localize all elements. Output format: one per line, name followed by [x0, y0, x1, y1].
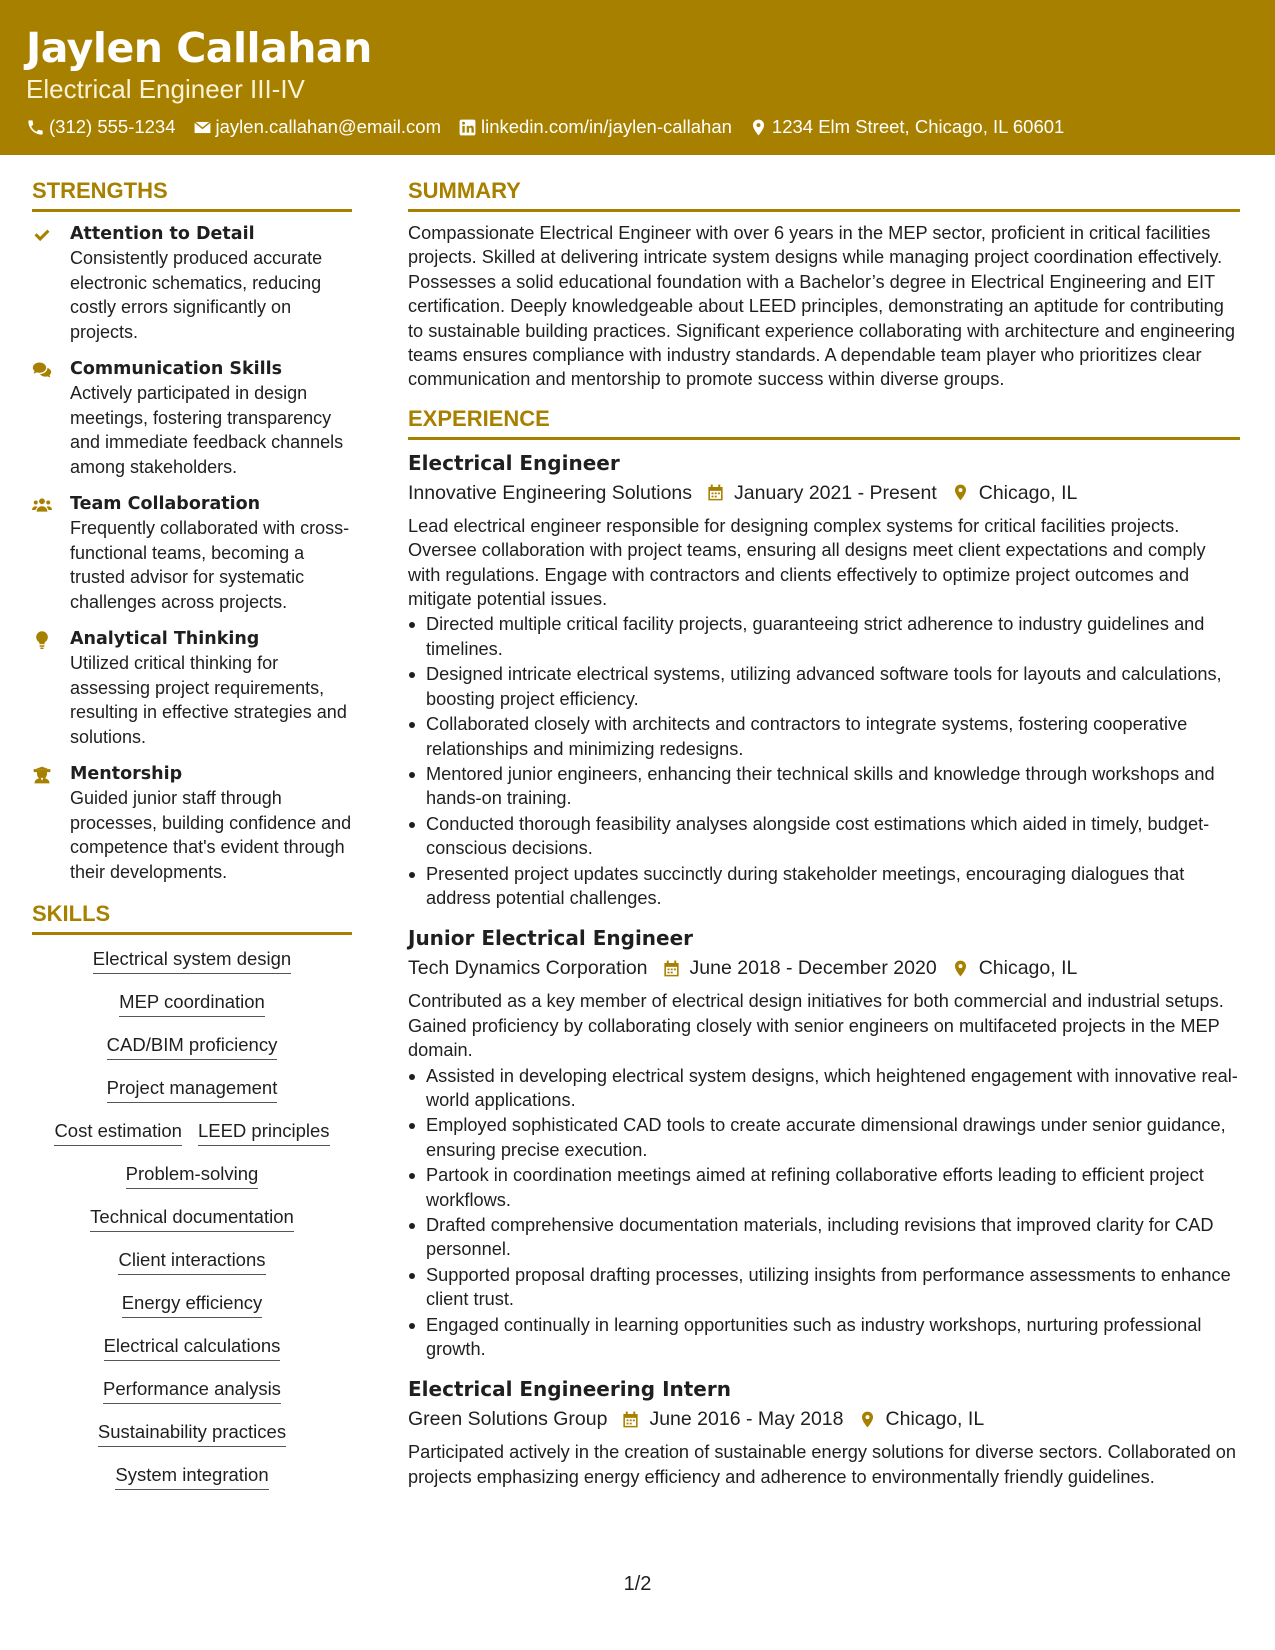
- strength-title: Attention to Detail: [70, 224, 255, 244]
- strength-desc: Consistently produced accurate electronic schematics, reducing costly errors significantly on projects.: [70, 248, 323, 342]
- skill-tag: CAD/BIM proficiency: [107, 1033, 278, 1060]
- skill-tag: Project management: [107, 1076, 278, 1103]
- skill-tag: Problem-solving: [126, 1162, 259, 1189]
- users-icon: [32, 495, 52, 515]
- job-meta: [408, 478, 1240, 508]
- checkmark-icon: [32, 225, 52, 245]
- job-entry: [408, 1375, 1240, 1489]
- job-location: Chicago, IL: [978, 481, 1078, 504]
- job-dates: January 2021 - Present: [734, 481, 937, 504]
- resume-header: [0, 0, 1275, 155]
- job-dates: June 2016 - May 2018: [649, 1408, 844, 1431]
- envelope-icon: [193, 118, 212, 137]
- strength-item: [32, 492, 352, 614]
- skill-tag: Electrical system design: [93, 947, 291, 974]
- contact-linkedin-text: linkedin.com/in/jaylen-callahan: [480, 116, 732, 137]
- map-pin-icon: [951, 959, 970, 978]
- bullet-item: Engaged continually in learning opportunities such as industry workshops, nurturing professional growth.: [408, 1313, 1240, 1362]
- strength-desc: Guided junior staff through processes, building confidence and competence that's evident through their developments.: [70, 788, 352, 882]
- skill-tag: Electrical calculations: [104, 1334, 281, 1361]
- contact-phone-text: (312) 555-1234: [49, 116, 176, 137]
- contact-email-text: jaylen.callahan@email.com: [215, 116, 441, 137]
- job-company: Innovative Engineering Solutions: [408, 481, 693, 504]
- strength-item: [32, 222, 352, 344]
- experience-heading: EXPERIENCE: [408, 406, 1240, 440]
- skills-heading: SKILLS: [32, 901, 352, 935]
- job-bullets: [408, 1064, 1240, 1362]
- job-role: Electrical Engineering Intern: [408, 1377, 731, 1402]
- strength-title: Mentorship: [70, 764, 183, 784]
- map-pin-icon: [951, 483, 970, 502]
- job-entry: [408, 449, 1240, 911]
- map-pin-icon: [749, 118, 768, 137]
- strength-item: [32, 627, 352, 749]
- skill-tag: MEP coordination: [119, 990, 265, 1017]
- job-company: Tech Dynamics Corporation: [408, 957, 648, 980]
- contact-bar: [26, 114, 1249, 140]
- job-role: Junior Electrical Engineer: [408, 926, 694, 951]
- graduate-icon: [32, 765, 52, 785]
- job-description: Lead electrical engineer responsible for designing complex systems for critical facilities projects. Oversee collaboration with project teams, ensuring all designs meet client expectations and comply with regulations. Engage with contractors and clients effectively to optimize project outcomes and mitigate potential issues.: [408, 515, 1206, 610]
- bullet-item: Drafted comprehensive documentation materials, including revisions that improved clarity for CAD personnel.: [408, 1213, 1240, 1262]
- skill-tag: LEED principles: [198, 1119, 330, 1146]
- job-dates: June 2018 - December 2020: [689, 957, 937, 980]
- strength-title: Team Collaboration: [70, 494, 261, 514]
- linkedin-icon: [458, 118, 477, 137]
- skill-tag: Client interactions: [118, 1248, 265, 1275]
- job-company: Green Solutions Group: [408, 1408, 608, 1431]
- bullet-item: Presented project updates succinctly during stakeholder meetings, encouraging dialogues that address potential challenges.: [408, 862, 1240, 911]
- bullet-item: Directed multiple critical facility projects, guaranteeing strict adherence to industry guidelines and timelines.: [408, 612, 1240, 661]
- job-location: Chicago, IL: [978, 957, 1078, 980]
- bullet-item: Collaborated closely with architects and contractors to integrate systems, fostering cooperative relationships and minimizing redesigns.: [408, 712, 1240, 761]
- job-description: Participated actively in the creation of sustainable energy solutions for diverse sectors. Collaborated on projects emphasizing energy efficiency and adherence to environmentally friendly guidelines.: [408, 1442, 1236, 1487]
- skill-tag: Cost estimation: [54, 1119, 182, 1146]
- calendar-icon: [621, 1410, 640, 1429]
- bullet-item: Designed intricate electrical systems, utilizing advanced software tools for layouts and calculations, boosting project efficiency.: [408, 662, 1240, 711]
- strength-desc: Frequently collaborated with cross-functional teams, becoming a trusted advisor for systematic challenges across projects.: [70, 518, 350, 612]
- calendar-icon: [662, 959, 681, 978]
- summary-heading: SUMMARY: [408, 178, 1240, 212]
- calendar-icon: [706, 483, 725, 502]
- strength-title: Communication Skills: [70, 359, 283, 379]
- bullet-item: Assisted in developing electrical system designs, which heightened engagement with innovative real-world applications.: [408, 1064, 1240, 1113]
- summary-text: Compassionate Electrical Engineer with over 6 years in the MEP sector, proficient in critical facilities projects. Skilled at delivering intricate system designs while managing project coordination effectively. Possesses a solid educational foundation with a Bachelor’s degree in Electrical Engineering and EIT certification. Deeply knowledgeable about LEED principles, demonstrating an aptitude for contributing to sustainable building practices. Significant experience collaborating with architecture and engineering teams ensures compliance with industry standards. A dependable team player who prioritizes clear communication and mentorship to promote success within diverse groups.: [408, 223, 1236, 390]
- strengths-heading: STRENGTHS: [32, 178, 352, 212]
- strengths-list: [32, 222, 352, 884]
- job-entry: [408, 924, 1240, 1361]
- strength-title: Analytical Thinking: [70, 629, 260, 649]
- right-column: [408, 178, 1240, 1489]
- job-meta: [408, 953, 1240, 983]
- contact-address-text: 1234 Elm Street, Chicago, IL 60601: [771, 116, 1065, 137]
- skill-tag: Technical documentation: [90, 1205, 294, 1232]
- candidate-name: Jaylen Callahan: [26, 24, 372, 72]
- page-number: 1/2: [623, 1573, 652, 1595]
- skill-tag: Performance analysis: [103, 1377, 281, 1404]
- skills-list: [32, 947, 352, 1506]
- map-pin-icon: [858, 1410, 877, 1429]
- candidate-title: Electrical Engineer III-IV: [26, 74, 305, 104]
- lightbulb-icon: [32, 630, 52, 650]
- contact-linkedin[interactable]: [458, 114, 732, 140]
- job-bullets: [408, 612, 1240, 910]
- strength-desc: Utilized critical thinking for assessing project requirements, resulting in effective strategies and solutions.: [70, 653, 347, 747]
- skill-tag: System integration: [115, 1463, 268, 1490]
- bullet-item: Mentored junior engineers, enhancing their technical skills and knowledge through workshops and hands-on training.: [408, 762, 1240, 811]
- contact-phone[interactable]: [26, 114, 176, 140]
- left-column: [32, 178, 352, 1506]
- bullet-item: Partook in coordination meetings aimed at refining collaborative efforts leading to efficient project workflows.: [408, 1163, 1240, 1212]
- job-location: Chicago, IL: [885, 1408, 985, 1431]
- job-description: Contributed as a key member of electrical design initiatives for both commercial and industrial setups. Gained proficiency by collaborating closely with senior engineers on multifaceted projects in the MEP domain.: [408, 991, 1224, 1061]
- strength-item: [32, 357, 352, 479]
- job-role: Electrical Engineer: [408, 450, 620, 475]
- bullet-item: Conducted thorough feasibility analyses alongside cost estimations which aided in timely, budget-conscious decisions.: [408, 812, 1240, 861]
- job-meta: [408, 1404, 1240, 1434]
- chat-bubbles-icon: [32, 360, 52, 380]
- skill-tag: Energy efficiency: [122, 1291, 263, 1318]
- phone-icon: [26, 118, 45, 137]
- strength-item: [32, 762, 352, 884]
- contact-address: [749, 114, 1064, 140]
- skill-tag: Sustainability practices: [98, 1420, 286, 1447]
- bullet-item: Supported proposal drafting processes, utilizing insights from performance assessments to enhance client trust.: [408, 1263, 1240, 1312]
- strength-desc: Actively participated in design meetings, fostering transparency and immediate feedback channels among stakeholders.: [70, 383, 344, 477]
- bullet-item: Employed sophisticated CAD tools to create accurate dimensional drawings under senior guidance, ensuring precise execution.: [408, 1113, 1240, 1162]
- contact-email[interactable]: [193, 114, 441, 140]
